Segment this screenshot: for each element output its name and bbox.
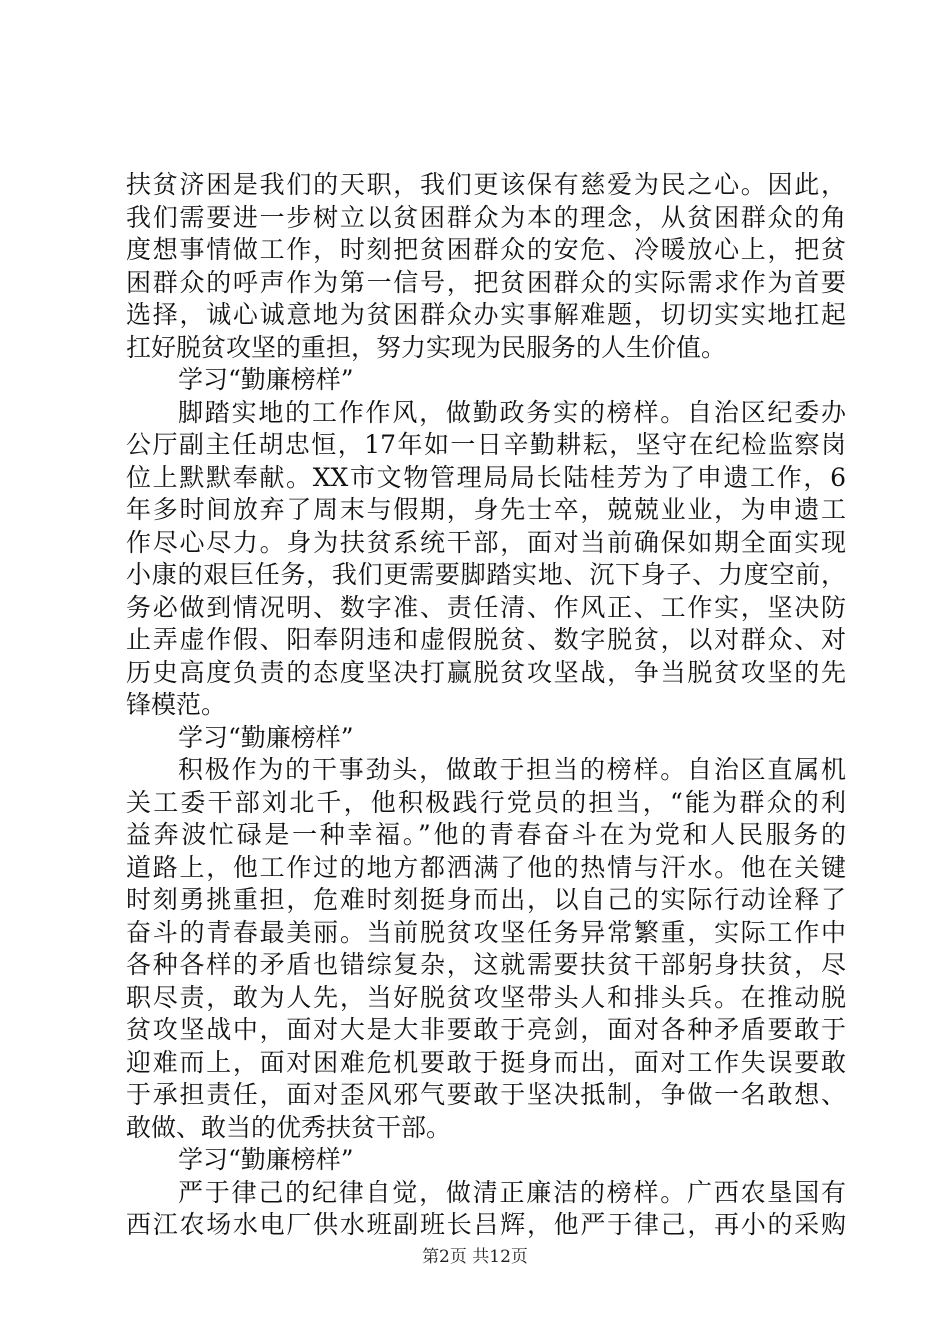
text-line: 道路上，他工作过的地方都洒满了他的热情与汗水。他在关键 — [126, 852, 846, 882]
page-number: 第2页 共12页 — [422, 1247, 528, 1267]
text-line: 止弄虚作假、阳奉阴违和虚假脱贫、数字脱贫，以对群众、对 — [126, 625, 846, 654]
text-line: 西江农场水电厂供水班副班长吕辉，他严于律己，再小的采购 — [126, 1210, 846, 1239]
text-line: 公厅副主任胡忠恒，17年如一日辛勤耕耘，坚守在纪检监察岗 — [126, 430, 846, 459]
section-heading: 学习“勤廉榜样” — [178, 365, 354, 394]
text-line: 务必做到情况明、数字准、责任清、作风正、工作实，坚决防 — [126, 592, 846, 622]
text-line: 贫攻坚战中，面对大是大非要敢于亮剑，面对各种矛盾要敢于 — [126, 1015, 846, 1044]
text-line: 迎难而上，面对困难危机要敢于挺身而出，面对工作失误要敢 — [126, 1047, 846, 1077]
text-line: 我们需要进一步树立以贫困群众为本的理念，从贫困群众的角 — [126, 202, 846, 232]
text-line: 积极作为的干事劲头，做敢于担当的榜样。自治区直属机 — [178, 755, 846, 784]
text-line: 奋斗的青春最美丽。当前脱贫攻坚任务异常繁重，实际工作中 — [126, 917, 846, 947]
text-line: 敢做、敢当的优秀扶贫干部。 — [126, 1112, 452, 1142]
text-line: 小康的艰巨任务，我们更需要脚踏实地、沉下身子、力度空前， — [126, 560, 846, 589]
section-heading: 学习“勤廉榜样” — [178, 722, 354, 752]
text-line: 年多时间放弃了周末与假期，身先士卒，兢兢业业，为申遗工 — [126, 495, 846, 524]
section-heading: 学习“勤廉榜样” — [178, 1145, 354, 1174]
text-line: 度想事情做工作，时刻把贫困群众的安危、冷暖放心上，把贫 — [126, 235, 846, 264]
text-line: 关工委干部刘北千，他积极践行党员的担当，“能为群众的利 — [126, 787, 846, 817]
text-line: 扶贫济困是我们的天职，我们更该保有慈爱为民之心。因此， — [126, 170, 846, 199]
text-line: 作尽心尽力。身为扶贫系统干部，面对当前确保如期全面实现 — [126, 527, 846, 557]
text-line: 扛好脱贫攻坚的重担，努力实现为民服务的人生价值。 — [126, 332, 727, 362]
text-line: 时刻勇挑重担，危难时刻挺身而出，以自己的实际行动诠释了 — [126, 885, 846, 914]
body-text — [126, 169, 846, 1242]
text-line: 脚踏实地的工作作风，做勤政务实的榜样。自治区纪委办 — [178, 397, 846, 427]
text-line: 益奔波忙碌是一种幸福。”他的青春奋斗在为党和人民服务的 — [126, 820, 846, 849]
text-line: 各种各样的矛盾也错综复杂，这就需要扶贫干部躬身扶贫，尽 — [126, 950, 846, 979]
text-line: 职尽责，敢为人先，当好脱贫攻坚带头人和排头兵。在推动脱 — [126, 982, 846, 1012]
text-line: 困群众的呼声作为第一信号，把贫困群众的实际需求作为首要 — [126, 267, 846, 297]
text-line: 于承担责任，面对歪风邪气要敢于坚决抵制，争做一名敢想、 — [126, 1080, 846, 1109]
text-line: 位上默默奉献。XX市文物管理局局长陆桂芳为了申遗工作，6 — [126, 462, 846, 492]
text-line: 历史高度负责的态度坚决打赢脱贫攻坚战，争当脱贫攻坚的先 — [126, 657, 846, 687]
text-line: 选择，诚心诚意地为贫困群众办实事解难题，切切实实地扛起 — [126, 300, 846, 329]
text-line: 锋模范。 — [126, 690, 227, 719]
text-line: 严于律己的纪律自觉，做清正廉洁的榜样。广西农垦国有 — [178, 1177, 846, 1207]
